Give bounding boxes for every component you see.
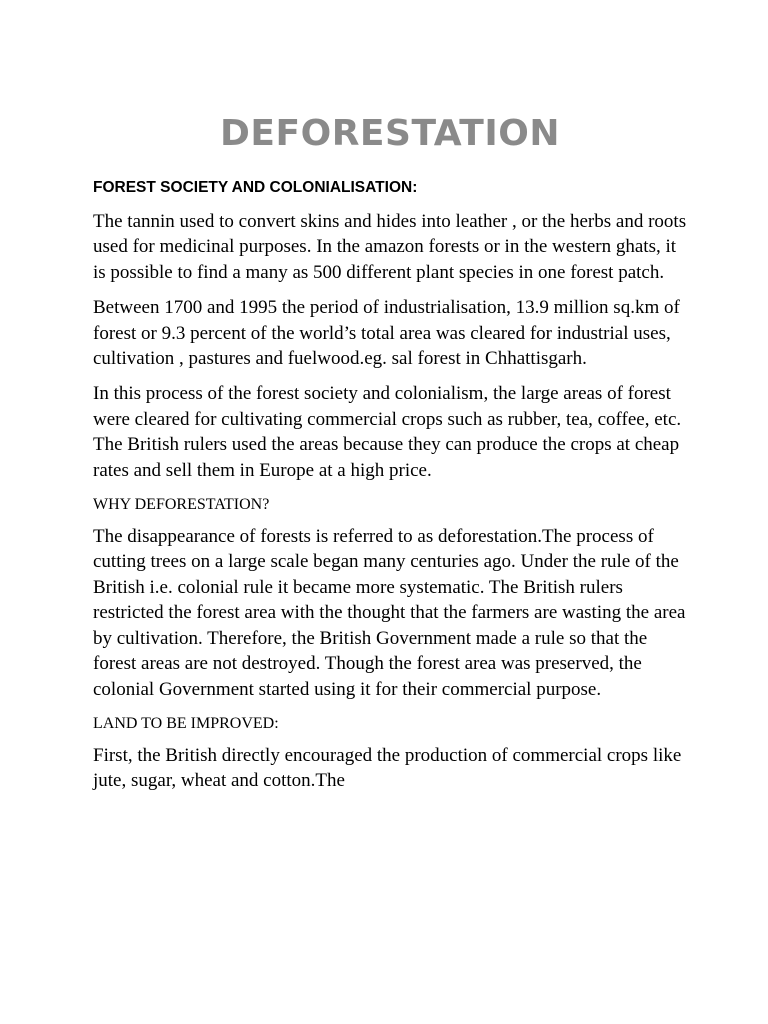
paragraph-commercial-crops: First, the British directly encouraged the production of commercial crops like jute, sugar, wheat and cotton.The	[93, 744, 682, 792]
document-body	[93, 176, 693, 804]
paragraph-colonialism: In this process of the forest society and colonialism, the large areas of forest were cleared for cultivating commercial crops such as rubber, tea, coffee, etc. The British rulers used the areas because they can produce the crops at cheap rates and sell them in Europe at a high price.	[93, 383, 682, 481]
paragraph-tannin: The tannin used to convert skins and hides into leather , or the herbs and roots used for medicinal purposes. In the amazon forests or in the western ghats, it is possible to find a many as 500 different plant species in one forest patch.	[93, 211, 687, 283]
paragraph-industrialisation: Between 1700 and 1995 the period of industrialisation, 13.9 million sq.km of forest or 9.3 percent of the world’s total area was cleared for industrial uses, cultivation , pastures and fuelwood.eg. sal forest in Chhattisgarh.	[93, 297, 680, 370]
document-title: DEFORESTATION	[220, 113, 560, 154]
section-heading-forest-society: FOREST SOCIETY AND COLONIALISATION:	[93, 179, 418, 196]
paragraph-disappearance: The disappearance of forests is referred to as deforestation.The process of cutting trees on a large scale began many centuries ago. Under the rule of the British i.e. colonial rule it became more systematic. The British rulers restricted the forest area with the thought that the farmers are wasting the area by cultivation. Therefore, the British Government made a rule so that the forest areas are not destroyed. Though the forest area was preserved, the colonial Government started using it for their commercial purpose.	[93, 526, 686, 700]
section-heading-why-deforestation: WHY DEFORESTATION?	[93, 496, 270, 514]
section-heading-land-improved: LAND TO BE IMPROVED:	[93, 714, 279, 732]
